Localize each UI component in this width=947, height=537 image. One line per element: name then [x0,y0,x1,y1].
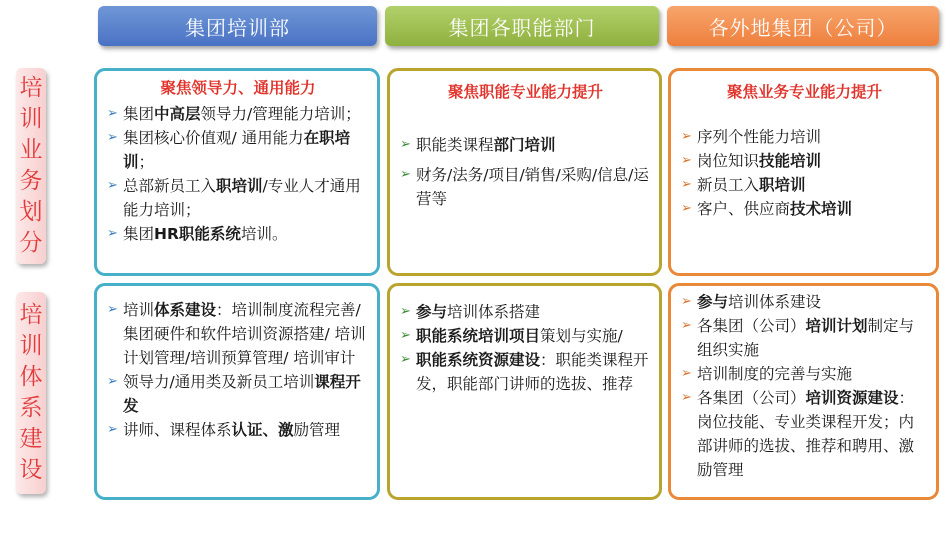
bullet-text: ：岗位技能、专业类课程开发；内部讲师的选拔、推荐和聘用、激励管理 [697,389,915,479]
bullet-text: ：培训制度流程完善/ 集团硬件和软件培训资源搭建/ 培训计划管理/培训预算管理/ 培训审计 [123,301,366,367]
focus-title: 聚焦领导力、通用能力 [160,79,316,97]
bullet-item [681,173,928,197]
header-regional-groups: 各外地集团（公司） [667,6,939,46]
arrow-bullet-icon: ➢ [681,366,692,381]
cell-r2-functional-depts [387,283,662,500]
row-label-char: 设 [19,457,43,483]
bullet-text: 财务/法务/项目/销售/采购/信息/运营等 [416,166,649,208]
focus-title: 聚焦业务专业能力提升 [726,83,882,101]
item-list [681,125,928,221]
row-label-char: 训 [19,333,43,359]
bullet-item [681,386,928,482]
bullet-text: ； [138,153,155,171]
bullet-text: 领导力/通用类及新员工培训 [123,373,315,391]
focus-title: 聚焦职能专业能力提升 [447,83,603,101]
item-list [400,300,651,396]
bullet-text: 讲师、课程体系 [123,421,232,439]
row-label-char: 业 [19,137,43,163]
bullet-text: 集团核心价值观/ 通用能力 [123,129,304,147]
bullet-item [107,298,369,370]
item-list [681,290,928,482]
cell-r1-functional-depts [387,68,662,276]
arrow-bullet-icon: ➢ [400,167,411,182]
item-list [400,133,651,211]
bullet-item [107,102,369,126]
bullet-item [400,324,651,348]
arrow-bullet-icon: ➢ [681,129,692,144]
bullet-item [681,362,928,386]
bullet-text-bold: 参与 [697,293,729,311]
bullet-text: 培训体系建设 [728,293,822,311]
bullet-text: 策划与实施/ [540,327,623,345]
bullet-text: /专业人才通用能力培训； [123,177,361,219]
arrow-bullet-icon: ➢ [107,422,118,437]
bullet-text-bold: 职培训 [216,177,263,195]
bullet-text-bold: 体系建设 [154,301,217,319]
row-label-business-division [16,68,46,264]
bullet-item [681,197,928,221]
arrow-bullet-icon: ➢ [107,106,118,121]
bullet-item [400,163,651,211]
bullet-text: 培训体系搭建 [447,303,541,321]
bullet-item [107,174,369,222]
arrow-bullet-icon: ➢ [107,302,118,317]
bullet-text: 培训。 [240,225,288,243]
bullet-text-bold: 认证、激 [231,421,294,439]
bullet-text-bold: 中高层 [154,105,201,123]
bullet-text-bold: HR职能系统 [154,225,241,243]
arrow-bullet-icon: ➢ [107,226,118,241]
bullet-item [107,370,369,418]
arrow-bullet-icon: ➢ [400,328,411,343]
arrow-bullet-icon: ➢ [681,153,692,168]
row-label-char: 划 [19,199,43,225]
bullet-text: 岗位知识 [697,152,760,170]
item-list [107,102,369,246]
bullet-text-bold: 职能系统培训项目 [416,327,541,345]
bullet-text-bold: 在职培训 [123,129,351,171]
bullet-item [681,314,928,362]
bullet-text: 培训 [123,301,155,319]
row-label-char: 训 [19,106,43,132]
header-functional-depts: 集团各职能部门 [385,6,659,46]
arrow-bullet-icon: ➢ [400,137,411,152]
cell-r2-training-dept [94,283,380,500]
arrow-bullet-icon: ➢ [400,352,411,367]
bullet-text-bold: 培训计划 [805,317,868,335]
arrow-bullet-icon: ➢ [681,318,692,333]
bullet-item [400,133,651,157]
bullet-text: 各集团（公司） [697,389,806,407]
bullet-text: 集团 [123,105,155,123]
arrow-bullet-icon: ➢ [107,130,118,145]
bullet-item [400,348,651,396]
bullet-text-bold: 职能系统资源建设 [416,351,541,369]
bullet-item [400,300,651,324]
cell-r2-regional-groups [668,283,939,500]
bullet-text: 新员工入 [697,176,760,194]
bullet-text: ：职能类课程开发，职能部门讲师的选拔、推荐 [416,351,649,393]
cell-r1-training-dept [94,68,380,276]
arrow-bullet-icon: ➢ [681,201,692,216]
row-label-char: 分 [19,230,43,256]
item-list [107,298,369,442]
header-group-training-dept: 集团培训部 [98,6,377,46]
bullet-text: 职能类课程 [416,136,494,154]
bullet-text: 序列个性能力培训 [697,128,822,146]
bullet-item [107,418,369,442]
bullet-text: 总部新员工入 [123,177,217,195]
row-label-char: 培 [19,302,43,328]
bullet-text-bold: 技能培训 [759,152,822,170]
bullet-text: 励管理 [293,421,341,439]
bullet-item [681,290,928,314]
bullet-text-bold: 职培训 [759,176,806,194]
arrow-bullet-icon: ➢ [681,390,692,405]
bullet-text: 领导力/管理能力培训； [200,105,361,123]
cell-r1-regional-groups [668,68,939,276]
bullet-item [107,126,369,174]
bullet-text-bold: 技术培训 [790,200,853,218]
arrow-bullet-icon: ➢ [681,294,692,309]
bullet-text-bold: 部门培训 [493,136,556,154]
arrow-bullet-icon: ➢ [400,304,411,319]
bullet-text: 集团 [123,225,155,243]
arrow-bullet-icon: ➢ [107,374,118,389]
bullet-item [681,149,928,173]
bullet-item [681,125,928,149]
bullet-item [107,222,369,246]
row-label-char: 系 [19,395,43,421]
row-label-char: 务 [19,168,43,194]
row-label-system-building [16,292,46,494]
bullet-text: 培训制度的完善与实施 [697,365,853,383]
bullet-text: 制定与组织实施 [697,317,915,359]
row-label-char: 培 [19,75,43,101]
bullet-text: 各集团（公司） [697,317,806,335]
bullet-text-bold: 参与 [416,303,448,321]
arrow-bullet-icon: ➢ [681,177,692,192]
bullet-text-bold: 课程开发 [123,373,361,415]
row-label-char: 体 [19,364,43,390]
row-label-char: 建 [19,426,43,452]
bullet-text-bold: 培训资源建设 [805,389,899,407]
bullet-text: 客户、供应商 [697,200,791,218]
arrow-bullet-icon: ➢ [107,178,118,193]
